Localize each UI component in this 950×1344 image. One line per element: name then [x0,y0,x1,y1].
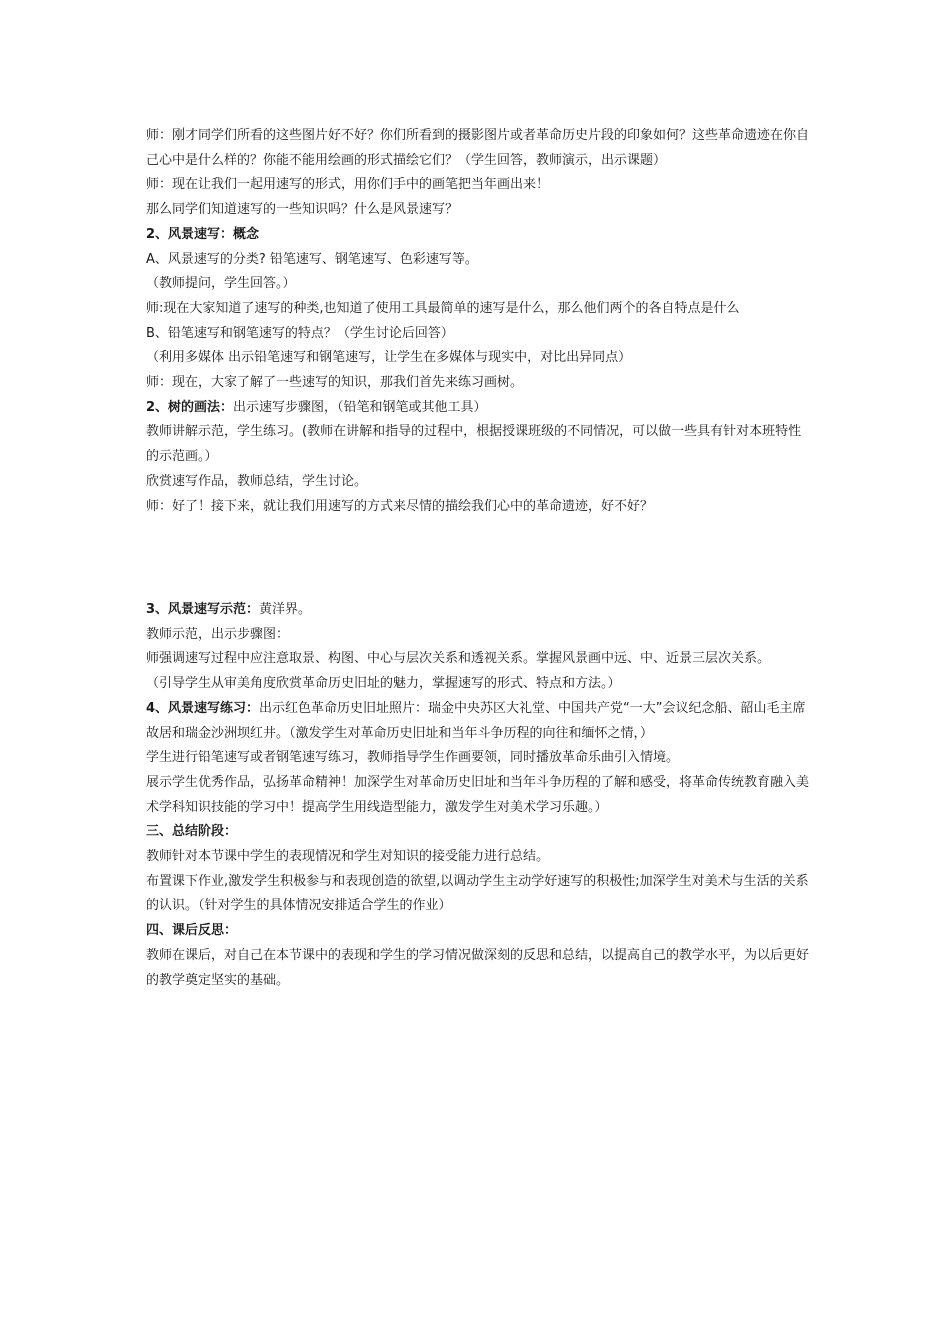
paragraph-with-heading [146,396,812,421]
inline-heading: 4、风景速写练习： [146,700,260,716]
paragraph: 师:现在大家知道了速写的种类,也知道了使用工具最简单的速写是什么，那么他们两个的各自特点是什么 [146,300,740,316]
section-heading: 2、风景速写：概念 [146,226,260,242]
inline-heading: 2、树的画法： [146,399,234,415]
paragraph: 学生进行铅笔速写或者钢笔速写练习，教师指导学生作画要领，同时播放革命乐曲引入情境。 [146,750,680,766]
paragraph: 教师在课后，对自己在本节课中的表现和学生的学习情况做深刻的反思和总结，以提高自己的教学水平，为以后更好的教学奠定坚实的基础。 [146,947,810,988]
paragraph: 师强调速写过程中应注意取景、构图、中心与层次关系和透视关系。掌握风景画中远、中、近景三层次关系。 [146,651,771,667]
inline-heading: 3、风景速写示范： [146,602,260,617]
paragraph: 师：刚才同学们所看的这些图片好不好？你们所看到的摄影图片或者革命历史片段的印象如何？这些革命遗迹在你自己心中是什么样的？你能不能用绘画的形式描绘它们？（学生回答，教师演示，出示课题） [146,128,810,168]
paragraph: （引导学生从审美角度欣赏革命历史旧址的魅力，掌握速写的形式、特点和方法。） [146,676,621,692]
lesson-section-2 [146,598,812,993]
paragraph: 师：现在让我们一起用速写的形式，用你们手中的画笔把当年画出来！ [146,177,550,193]
paragraph-with-heading [146,697,812,746]
paragraph: 展示学生优秀作品，弘扬革命精神！加深学生对革命历史旧址和当年斗争历程的了解和感受，将革命传统教育融入美术学科知识技能的学习中！提高学生用线造型能力，激发学生对美术学习乐趣。） [146,774,810,815]
paragraph: B、铅笔速写和钢笔速写的特点？（学生讨论后回答） [146,325,454,341]
paragraph-text: 出示速写步骤图，（铅笔和钢笔或其他工具） [233,399,487,415]
section-heading: 四、课后反思： [146,923,238,939]
lesson-section-1 [146,124,812,519]
paragraph-text: 出示红色革命历史旧址照片：瑞金中央苏区大礼堂、中国共产党“一大”会议纪念船、韶山毛主席故居和瑞金沙洲坝红井。（激发学生对革命历史旧址和当年斗争历程的向往和缅怀之情，） [146,700,806,741]
paragraph: （教师提问，学生回答。） [146,276,296,292]
paragraph: 师：现在，大家了解了一些速写的知识，那我们首先来练习画树。 [146,375,524,391]
paragraph: 教师讲解示范，学生练习。(教师在讲解和指导的过程中，根据授课班级的不同情况，可以做一些具有针对本班特性的示范画。） [146,424,802,465]
paragraph: （利用多媒体 出示铅笔速写和钢笔速写，让学生在多媒体与现实中，对比出异同点） [146,350,632,366]
paragraph-text: 黄洋界。 [259,602,312,617]
paragraph: 教师示范，出示步骤图： [146,626,290,642]
paragraph: 师：好了！接下来，就让我们用速写的方式来尽情的描绘我们心中的革命遗迹，好不好？ [146,498,654,514]
paragraph: 欣赏速写作品，教师总结，学生讨论。 [146,473,368,489]
section-heading: 三、总结阶段： [146,824,238,840]
paragraph-with-heading [146,598,812,623]
paragraph: A、风景速写的分类? 铅笔速写、钢笔速写、色彩速写等。 [146,251,478,267]
paragraph: 教师针对本节课中学生的表现情况和学生对知识的接受能力进行总结。 [146,849,550,865]
paragraph: 布置课下作业,激发学生积极参与和表现创造的欲望,以调动学生主动学好速写的积极性;加深学生对美术与生活的关系的认识。（针对学生的具体情况安排适合学生的作业） [146,873,809,914]
paragraph: 那么同学们知道速写的一些知识吗？什么是风景速写？ [146,202,459,218]
